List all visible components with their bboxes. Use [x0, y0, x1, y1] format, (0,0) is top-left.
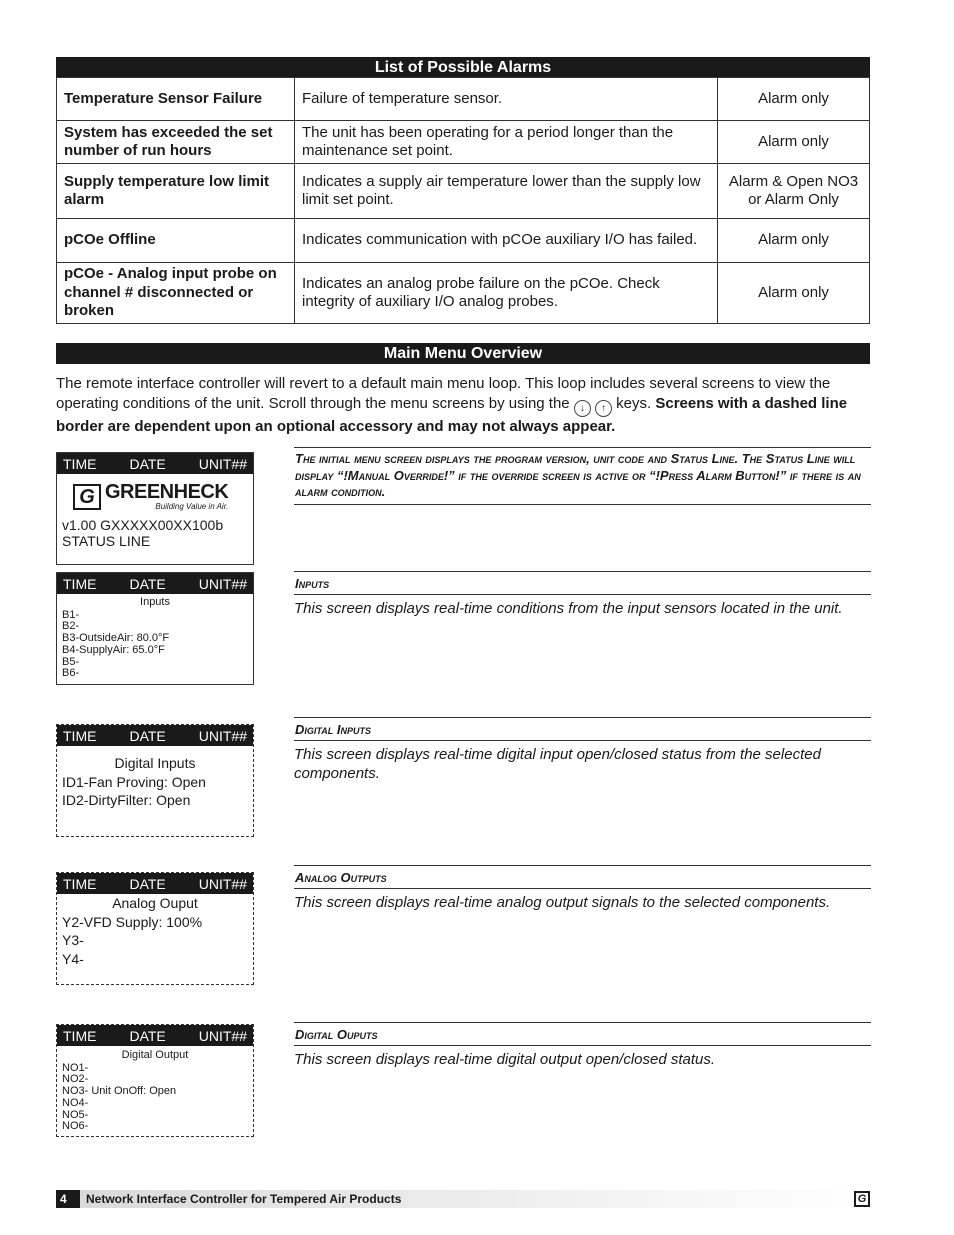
list-item: B3-OutsideAir: 80.0°F — [62, 632, 170, 645]
alarm-description: Failure of temperature sensor. — [295, 78, 718, 121]
inputs-screen — [56, 572, 254, 685]
alarm-name: Supply temperature low limit alarm — [57, 164, 295, 219]
date-label: DATE — [129, 875, 166, 892]
inputs-title: Inputs — [294, 572, 871, 595]
intro-bold-note: Screens with a dashed line border are dependent upon an optional accessory and may not always appear. — [56, 394, 848, 435]
screen-heading: Inputs — [140, 596, 170, 608]
list-item: Y2-VFD Supply: 100% — [62, 913, 203, 930]
menu-title: Main Menu Overview — [56, 343, 870, 364]
list-item: NO6- — [62, 1120, 89, 1133]
initial-desc-text: The initial menu screen displays the program version, unit code and Status Line. The Status Line will display “!Manual Override!” if the override screen is active or “!Press Alarm Button!” if there is an alarm condition. — [294, 448, 871, 505]
analog-outputs-title: Analog Outputs — [294, 866, 871, 889]
table-row — [57, 78, 870, 121]
alarm-action: Alarm & Open NO3 or Alarm Only — [718, 164, 870, 219]
alarm-action: Alarm only — [718, 219, 870, 263]
time-label: TIME — [63, 727, 97, 744]
table-row — [57, 219, 870, 263]
list-item: B4-SupplyAir: 65.0°F — [62, 643, 165, 656]
analog-outputs-screen — [56, 872, 254, 985]
time-label: TIME — [63, 875, 97, 892]
digital-inputs-screen — [56, 724, 254, 837]
analog-outputs-desc-text: This screen displays real-time analog output signals to the selected components. — [294, 894, 831, 911]
list-item: NO2- — [62, 1073, 89, 1086]
table-row — [57, 164, 870, 219]
list-item: Y4- — [62, 950, 84, 967]
alarm-action: Alarm only — [718, 78, 870, 121]
list-item: B6- — [62, 667, 80, 680]
list-item: ID1-Fan Proving: Open — [62, 773, 206, 790]
alarm-description: Indicates an analog probe failure on the pCOe. Check integrity of auxiliary I/O analog probes. — [295, 263, 718, 324]
digital-outputs-screen — [56, 1024, 254, 1137]
version-line: v1.00 GXXXXX00XX100b — [62, 517, 224, 533]
menu-intro — [56, 374, 870, 436]
digital-inputs-desc-text: This screen displays real-time digital input open/closed status from the selected components. — [294, 746, 821, 782]
digital-outputs-desc-text: This screen displays real-time digital output open/closed status. — [294, 1051, 716, 1068]
screen-header — [57, 725, 253, 746]
initial-description — [294, 447, 871, 505]
alarm-action: Alarm only — [718, 263, 870, 324]
digital-outputs-description — [294, 1022, 871, 1069]
status-line: STATUS LINE — [62, 533, 151, 549]
time-label: TIME — [63, 575, 97, 592]
unit-label: UNIT## — [198, 727, 247, 744]
alarm-action: Alarm only — [718, 121, 870, 164]
intro-text: The remote interface controller will revert to a default main menu loop. This loop includes several screens to view the operating conditions of the unit. Scroll through the menu screens by using the — [56, 375, 831, 412]
unit-label: UNIT## — [198, 455, 247, 472]
time-label: TIME — [63, 455, 97, 472]
intro-text-keys: keys. — [616, 394, 652, 412]
alarm-description: Indicates a supply air temperature lower than the supply low limit set point. — [295, 164, 718, 219]
alarms-table — [56, 77, 870, 324]
greenheck-logo — [73, 482, 253, 511]
down-arrow-key-icon: ↓ — [574, 400, 591, 417]
inputs-desc-text: This screen displays real-time conditions from the input sensors located in the unit. — [294, 600, 843, 617]
analog-outputs-description — [294, 865, 871, 912]
list-item: NO1- — [62, 1061, 89, 1074]
unit-label: UNIT## — [198, 1027, 247, 1044]
alarm-name: Temperature Sensor Failure — [57, 78, 295, 121]
table-row — [57, 263, 870, 324]
list-item: Y3- — [62, 932, 84, 948]
screen-header — [57, 573, 253, 594]
up-arrow-key-icon: ↑ — [595, 400, 612, 417]
logo-text: GREENHECK — [105, 481, 229, 503]
list-item: B2- — [62, 620, 80, 633]
date-label: DATE — [129, 575, 166, 592]
alarm-name: System has exceeded the set number of run hours — [57, 121, 295, 164]
alarm-description: Indicates communication with pCOe auxiliary I/O has failed. — [295, 219, 718, 263]
date-label: DATE — [129, 1027, 166, 1044]
list-item: NO4- — [62, 1096, 89, 1109]
date-label: DATE — [129, 727, 166, 744]
alarm-name: pCOe Offline — [57, 219, 295, 263]
greenheck-logo-icon: G — [73, 484, 101, 510]
logo-tagline: Building Value in Air. — [155, 502, 229, 511]
digital-outputs-title: Digital Ouputs — [294, 1023, 871, 1046]
alarm-name: pCOe - Analog input probe on channel # disconnected or broken — [57, 263, 295, 324]
list-item: B1- — [62, 608, 80, 621]
table-row — [57, 121, 870, 164]
date-label: DATE — [129, 455, 166, 472]
inputs-description — [294, 571, 871, 618]
page-footer — [56, 1190, 870, 1208]
unit-label: UNIT## — [198, 875, 247, 892]
alarm-description: The unit has been operating for a period longer than the maintenance set point. — [295, 121, 718, 164]
greenheck-logo-icon: G — [854, 1191, 870, 1207]
alarms-title: List of Possible Alarms — [56, 57, 870, 78]
digital-inputs-description — [294, 717, 871, 783]
list-item: B5- — [62, 655, 80, 668]
screen-header — [57, 1025, 253, 1046]
unit-label: UNIT## — [198, 575, 247, 592]
initial-screen — [56, 452, 254, 565]
digital-inputs-title: Digital Inputs — [294, 718, 871, 741]
screen-heading: Analog Ouput — [112, 895, 198, 911]
screen-heading: Digital Output — [121, 1049, 189, 1061]
footer-title: Network Interface Controller for Tempered Air Products — [86, 1192, 402, 1206]
page-number: 4 — [56, 1190, 80, 1208]
list-item: NO5- — [62, 1108, 89, 1121]
screen-header — [57, 453, 253, 474]
list-item: ID2-DirtyFilter: Open — [62, 792, 191, 808]
screen-header — [57, 873, 253, 894]
screen-heading: Digital Inputs — [114, 755, 196, 771]
list-item: NO3- Unit OnOff: Open — [62, 1085, 177, 1098]
time-label: TIME — [63, 1027, 97, 1044]
